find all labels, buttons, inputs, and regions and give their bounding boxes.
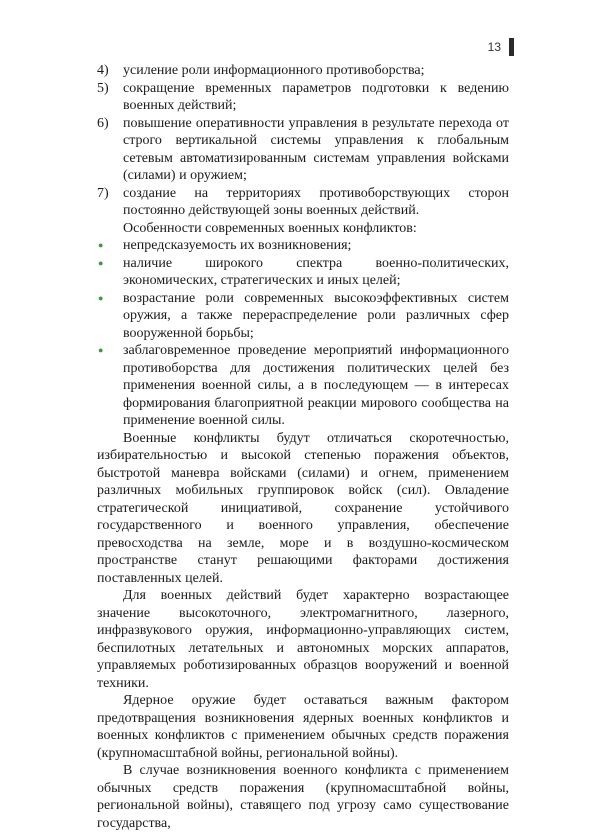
bullet-icon: ●: [98, 240, 104, 250]
page-header: [488, 38, 514, 56]
bullet-icon: ●: [98, 345, 104, 355]
bullet-item: [97, 290, 509, 343]
bullet-text: возрастание роли современных высокоэффективных систем оружия, а также перераспределение роли различных сфер вооруженной борьбы;: [123, 290, 509, 341]
item-text: сокращение временных параметров подготовки к ведению военных действий;: [123, 80, 509, 113]
item-number: 6): [97, 115, 109, 131]
bullet-item: [97, 342, 509, 430]
numbered-item: [97, 80, 509, 115]
bullet-text: непредсказуемость их возникновения;: [123, 238, 352, 253]
paragraph: Военные конфликты будут отличаться скоротечностью, избирательностью и высокой степенью поражения объектов, быстротой маневра войсками (силами) и огнем, применением различных мобильных группировок войск (сил). Овладение стратегической инициативой, сохранение устойчивого государственного и военного управления, обеспечение превосходства на земле, море и в воздушно-космическом пространстве станут решающими факторами достижения поставленных целей.: [97, 430, 509, 586]
bullet-item: [97, 237, 509, 255]
page-body: [97, 62, 509, 832]
bullet-text: наличие широкого спектра военно-политических, экономических, стратегических и иных целей;: [123, 255, 509, 288]
item-number: 5): [97, 80, 109, 96]
bullet-item: [97, 255, 509, 290]
item-text: усиление роли информационного противоборства;: [123, 63, 425, 78]
item-number: 4): [97, 63, 109, 78]
paragraph: Для военных действий будет характерно возрастающее значение высокоточного, электромагнитного, лазерного, инфразвукового оружия, информационно-управляющих систем, беспилотных летательных и автономных морских аппаратов, управляемых роботизированных образцов вооружений и военной техники.: [97, 588, 509, 691]
bullet-text: заблаговременное проведение мероприятий информационного противоборства для достижения политических целей без применения военной силы, а в последующем — в интересах формирования благоприятной реакции мирового сообщества на применение военной силы.: [123, 343, 509, 428]
numbered-item: [97, 185, 509, 220]
features-intro: Особенности современных военных конфликтов:: [123, 220, 417, 236]
bullet-icon: ●: [98, 257, 104, 268]
bullet-icon: ●: [98, 292, 104, 303]
page-number: 13: [487, 40, 501, 54]
page-marker-bar: [509, 38, 514, 56]
item-text: создание на территориях противоборствующих сторон постоянно действующей зоны военных действий.: [123, 185, 509, 218]
numbered-item: [97, 62, 509, 80]
item-number: 7): [97, 185, 109, 201]
paragraph: Ядерное оружие будет оставаться важным фактором предотвращения возникновения ядерных военных конфликтов и военных конфликтов с применением обычных средств поражения (крупномасштабной войны, региональной войны).: [97, 693, 509, 761]
numbered-item: [97, 115, 509, 185]
paragraph: В случае возникновения военного конфликта с применением обычных средств поражения (крупномасштабной войны, региональной войны), ставящего под угрозу само существование государства,: [97, 763, 509, 831]
item-text: повышение оперативности управления в результате перехода от строго вертикальной системы управления к глобальным сетевым автоматизированным системам управления войсками (силами) и оружием;: [123, 115, 509, 183]
